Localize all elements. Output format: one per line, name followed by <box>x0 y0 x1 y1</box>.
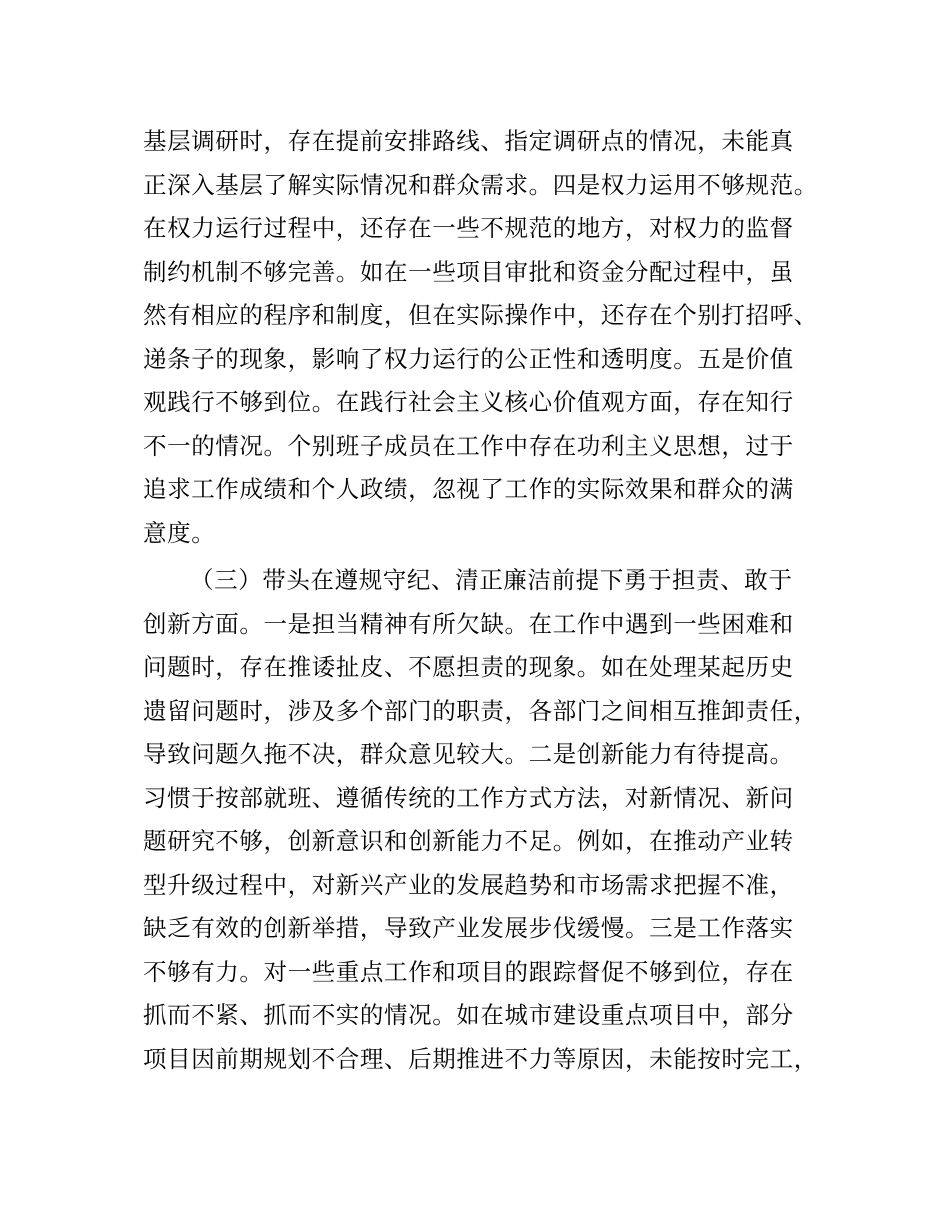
text-line: 在权力运行过程中，还存在一些不规范的地方，对权力的监督 <box>143 214 794 242</box>
text-line: 导致问题久拖不决，群众意见较大。二是创新能力有待提高。 <box>143 740 794 768</box>
text-line: 习惯于按部就班、遵循传统的工作方式方法，对新情况、新问 <box>143 783 794 812</box>
text-line: 基层调研时，存在提前安排路线、指定调研点的情况，未能真 <box>143 127 794 155</box>
text-line: 递条子的现象，影响了权力运行的公正性和透明度。五是价值 <box>143 344 794 373</box>
text-line: 抓而不紧、抓而不实的情况。如在城市建设重点项目中，部分 <box>143 1001 794 1029</box>
text-line: 创新方面。一是担当精神有所欠缺。在工作中遇到一些困难和 <box>143 609 794 638</box>
document-body <box>143 120 823 1081</box>
text-line: 缺乏有效的创新举措，导致产业发展步伐缓慢。三是工作落实 <box>143 914 794 942</box>
paragraph-1 <box>143 120 823 555</box>
text-line: 遗留问题时，涉及多个部门的职责，各部门之间相互推卸责任， <box>143 696 818 725</box>
text-line: 题研究不够，创新意识和创新能力不足。例如，在推动产业转 <box>143 827 794 855</box>
text-line: 意度。 <box>143 518 216 547</box>
text-line: 型升级过程中，对新兴产业的发展趋势和市场需求把握不准， <box>143 870 794 899</box>
text-line: 观践行不够到位。在践行社会主义核心价值观方面，存在知行 <box>143 388 794 416</box>
paragraph-2 <box>143 559 823 1081</box>
section-heading-line: （三）带头在遵规守纪、清正廉洁前提下勇于担责、敢于 <box>190 566 793 594</box>
text-line: 追求工作成绩和个人政绩，忽视了工作的实际效果和群众的满 <box>143 475 794 503</box>
text-line: 项目因前期规划不合理、后期推进不力等原因，未能按时完工， <box>143 1044 818 1073</box>
text-line: 问题时，存在推诿扯皮、不愿担责的现象。如在处理某起历史 <box>143 653 794 681</box>
text-line: 不够有力。对一些重点工作和项目的跟踪督促不够到位，存在 <box>143 957 794 986</box>
text-line: 正深入基层了解实际情况和群众需求。四是权力运用不够规范。 <box>143 170 818 199</box>
text-line: 不一的情况。个别班子成员在工作中存在功利主义思想，过于 <box>143 431 794 460</box>
text-line: 制约机制不够完善。如在一些项目审批和资金分配过程中，虽 <box>143 257 794 286</box>
text-line: 然有相应的程序和制度，但在实际操作中，还存在个别打招呼、 <box>143 301 818 329</box>
